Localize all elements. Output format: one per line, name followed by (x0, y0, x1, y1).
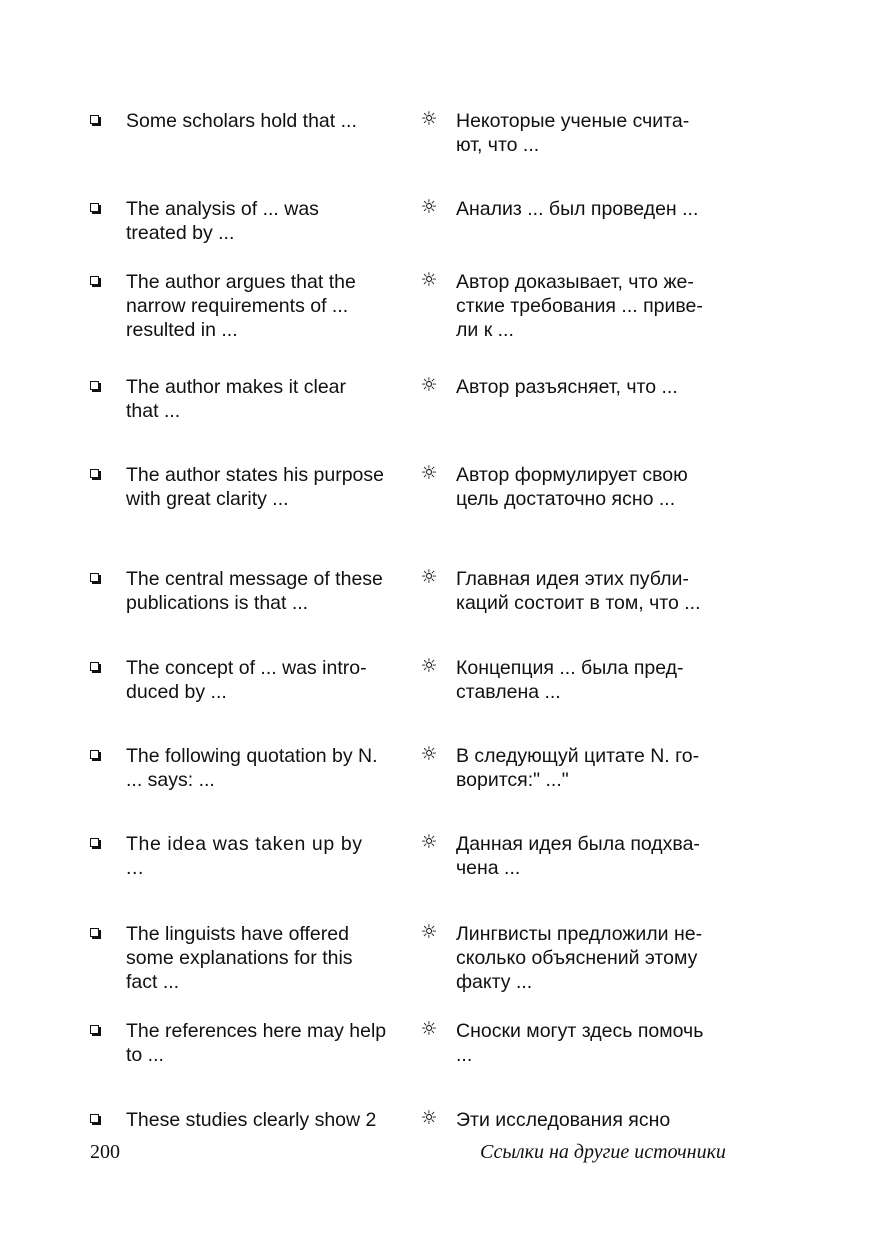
sun-icon: ☼ (420, 831, 438, 853)
square-bullet-icon (90, 381, 99, 390)
square-bullet-icon (90, 573, 99, 582)
square-bullet-icon (90, 276, 99, 285)
sun-icon: ☼ (420, 269, 438, 291)
russian-phrase: Анализ ... был проведен ... (456, 198, 699, 220)
sun-icon: ☼ (420, 462, 438, 484)
russian-phrase: Эти исследования ясно (456, 1109, 671, 1131)
russian-phrase: В следующуй цитате N. го- ворится:" ..." (456, 745, 700, 791)
russian-phrase: Автор доказывает, что же- сткие требования ... приве- ли к ... (456, 271, 703, 341)
page-number: 200 (90, 1141, 120, 1163)
square-bullet-icon (90, 838, 99, 847)
english-phrase: The references here may help to ... (126, 1020, 387, 1066)
square-bullet-icon (90, 203, 99, 212)
english-phrase: The linguists have offered some explanations for this fact ... (126, 923, 353, 993)
english-phrase: The author makes it clear that ... (126, 376, 347, 422)
square-bullet-icon (90, 928, 99, 937)
english-phrase: The author states his purpose with great clarity ... (126, 464, 384, 510)
sun-icon: ☼ (420, 1107, 438, 1129)
english-phrase: The analysis of ... was treated by ... (126, 198, 319, 244)
sun-icon: ☼ (420, 743, 438, 765)
english-phrase: The central message of these publications is that ... (126, 568, 383, 614)
square-bullet-icon (90, 662, 99, 671)
sun-icon: ☼ (420, 108, 438, 130)
square-bullet-icon (90, 469, 99, 478)
russian-phrase: Концепция ... была пред- ставлена ... (456, 657, 684, 703)
russian-phrase: Автор разъясняет, что ... (456, 376, 678, 398)
square-bullet-icon (90, 115, 99, 124)
sun-icon: ☼ (420, 374, 438, 396)
english-phrase: Some scholars hold that ... (126, 110, 357, 132)
english-phrase: The idea was taken up by ... (126, 833, 363, 879)
english-phrase: The concept of ... was intro- duced by ... (126, 657, 367, 703)
russian-phrase: Некоторые ученые счита- ют, что ... (456, 110, 690, 156)
sun-icon: ☼ (420, 566, 438, 588)
square-bullet-icon (90, 1114, 99, 1123)
russian-phrase: Лингвисты предложили не- сколько объяснений этому факту ... (456, 923, 703, 993)
english-phrase: These studies clearly show 2 (126, 1109, 377, 1131)
russian-phrase: Сноски могут здесь помочь ... (456, 1020, 704, 1066)
sun-icon: ☼ (420, 1018, 438, 1040)
square-bullet-icon (90, 750, 99, 759)
running-title: Ссылки на другие источники (480, 1141, 726, 1163)
sun-icon: ☼ (420, 921, 438, 943)
square-bullet-icon (90, 1025, 99, 1034)
sun-icon: ☼ (420, 655, 438, 677)
english-phrase: The following quotation by N. ... says: ... (126, 745, 378, 791)
russian-phrase: Автор формулирует свою цель достаточно ясно ... (456, 464, 688, 510)
russian-phrase: Данная идея была подхва- чена ... (456, 833, 700, 879)
english-phrase: The author argues that the narrow requirements of ... resulted in ... (126, 271, 356, 341)
sun-icon: ☼ (420, 196, 438, 218)
russian-phrase: Главная идея этих публи- каций состоит в том, что ... (456, 568, 701, 614)
